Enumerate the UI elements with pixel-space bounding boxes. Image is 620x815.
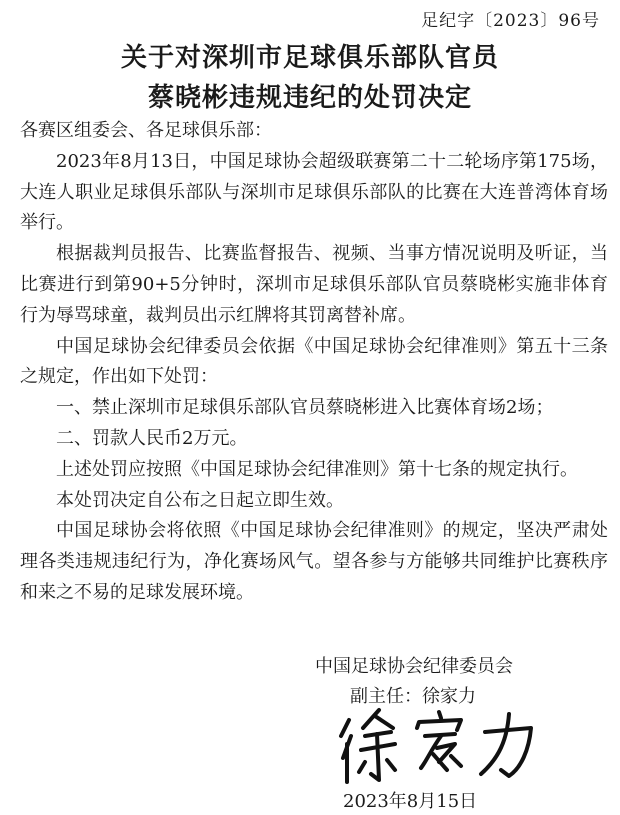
- document-title-line-2: 蔡晓彬违规违纪的处罚决定: [147, 83, 472, 113]
- paragraph-penalty-fine: 二、罚款人民币2万元。: [56, 427, 248, 449]
- paragraph-decision-basis: 中国足球协会纪律委员会依据《中国足球协会纪律准则》第五十三条之规定，作出如下处罚：: [20, 335, 608, 388]
- handwritten-signature: [335, 706, 545, 786]
- document-title-line-1: 关于对深圳市足球俱乐部队官员: [120, 43, 499, 73]
- document-date: 2023年8月15日: [343, 791, 478, 812]
- paragraph-incident: 根据裁判员报告、比赛监督报告、视频、当事方情况说明及听证，当比赛进行到第90+5分钟时，深圳市足球俱乐部队官员蔡晓彬实施非体育行为辱骂球童，裁判员出示红牌将其罚离替补席。: [20, 243, 608, 326]
- signature-organization: 中国足球协会纪律委员会: [315, 656, 513, 677]
- document-body: [20, 116, 608, 609]
- paragraph-match-info: 2023年8月13日，中国足球协会超级联赛第二十二轮场序第175场，大连人职业足球俱乐部队与深圳市足球俱乐部队的比赛在大连普湾体育场举行。: [20, 150, 608, 234]
- salutation: 各赛区组委会、各足球俱乐部：: [20, 120, 272, 141]
- signature-title: 副主任：徐家力: [350, 686, 476, 707]
- paragraph-penalty-ban: 一、禁止深圳市足球俱乐部队官员蔡晓彬进入比赛体育场2场；: [56, 397, 554, 419]
- paragraph-closing: 中国足球协会将依照《中国足球协会纪律准则》的规定，坚决严肃处理各类违规违纪行为，净化赛场风气。望各参与方能够共同维护比赛秩序和来之不易的足球发展环境。: [20, 520, 608, 603]
- document-number: 足纪字〔2023〕96号: [421, 11, 600, 31]
- paragraph-execution: 上述处罚应按照《中国足球协会纪律准则》第十七条的规定执行。: [56, 458, 578, 480]
- paragraph-effective: 本处罚决定自公布之日起立即生效。: [56, 489, 344, 511]
